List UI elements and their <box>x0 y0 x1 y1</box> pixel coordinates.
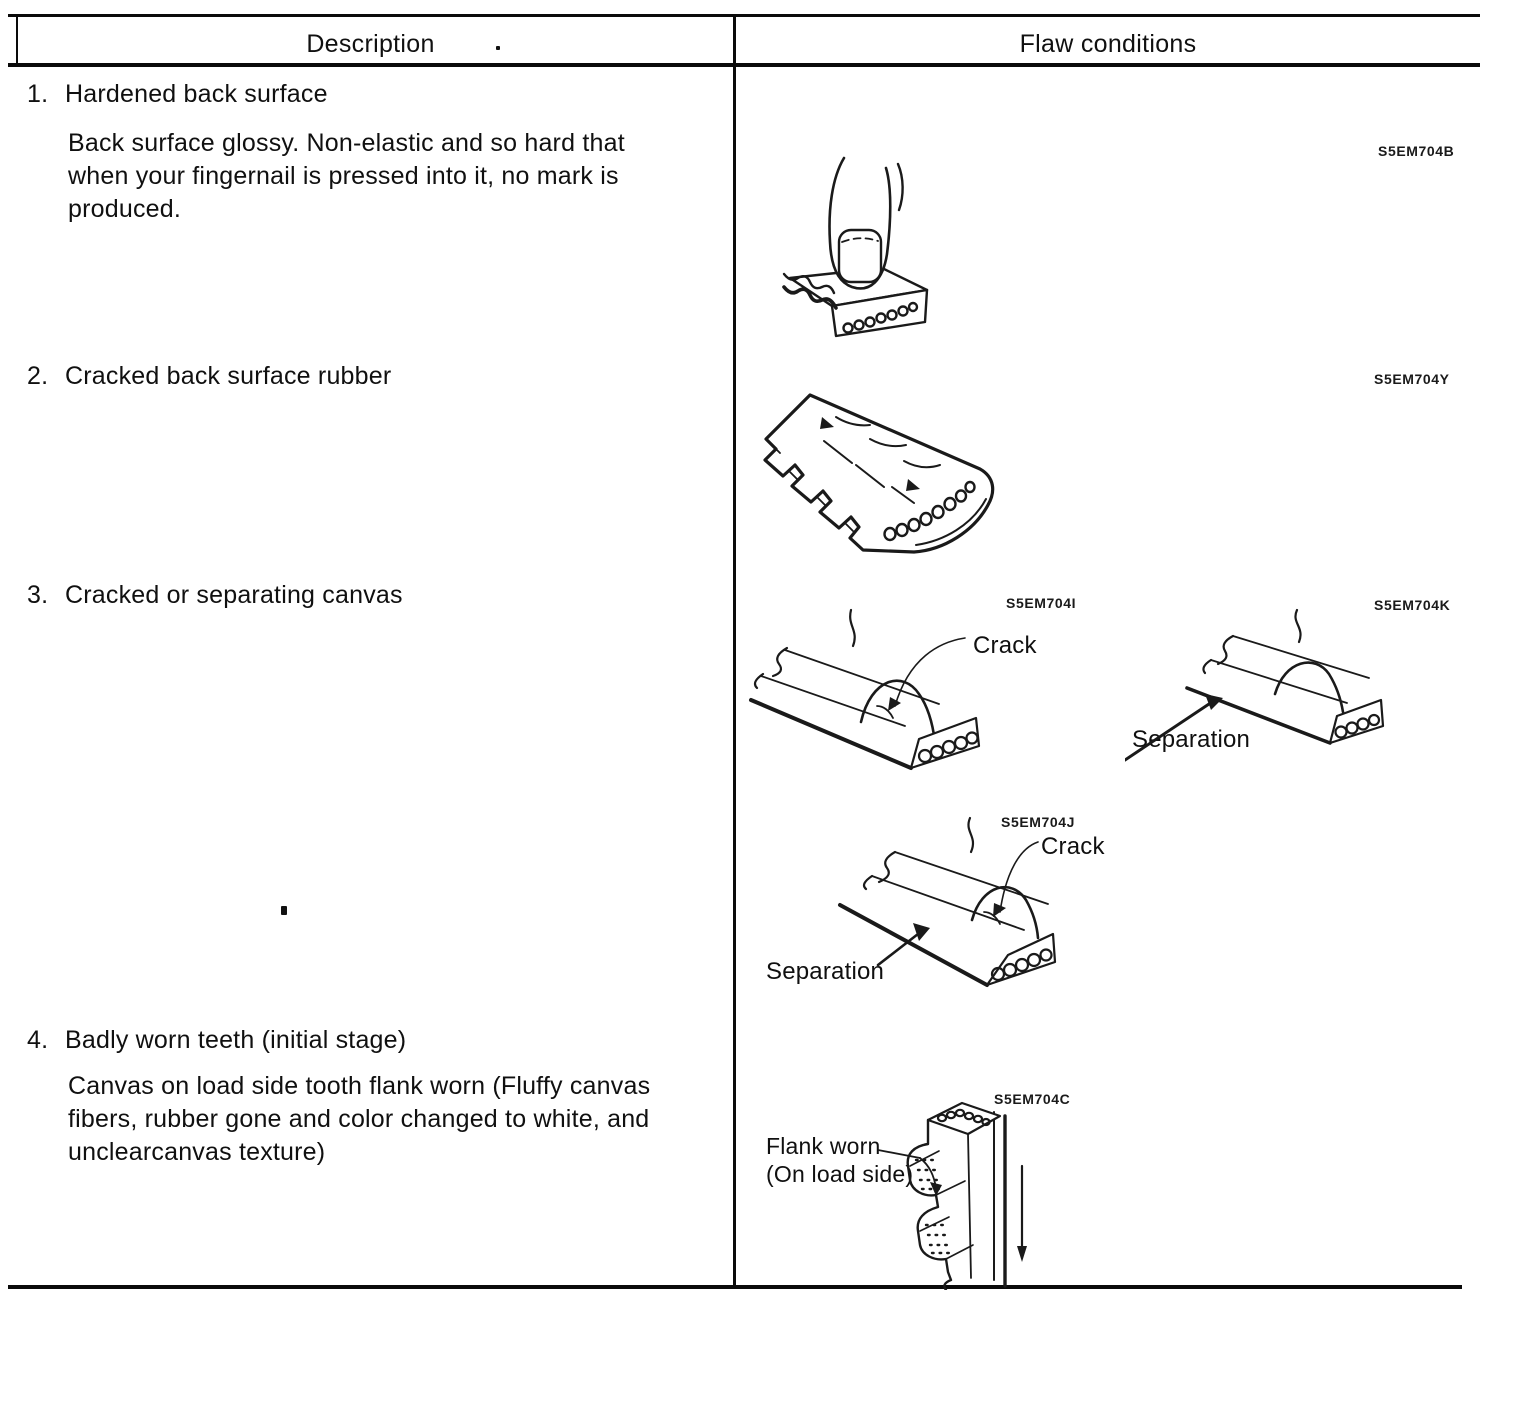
item-1-number: 1. <box>27 80 49 108</box>
column-header-description: Description <box>306 30 435 58</box>
table-header-separator <box>8 63 1480 67</box>
item-4-body-line-2: fibers, rubber gone and color changed to white, and <box>68 1105 650 1133</box>
crack-label-704i: Crack <box>973 632 1037 659</box>
item-3-title: Cracked or separating canvas <box>65 581 403 609</box>
figure-canvas-crack <box>743 608 983 780</box>
item-4-body-line-3: unclearcanvas texture) <box>68 1138 326 1166</box>
item-2-number: 2. <box>27 362 49 390</box>
figure-worn-teeth <box>878 1090 1040 1290</box>
separation-label-704j: Separation <box>766 958 885 985</box>
figure-canvas-crack-separation <box>760 812 1080 994</box>
figure-code-s5em704b: S5EM704B <box>1378 143 1455 159</box>
figure-code-s5em704y: S5EM704Y <box>1374 371 1450 387</box>
separation-label-704k: Separation <box>1132 726 1251 753</box>
item-1-title: Hardened back surface <box>65 80 328 108</box>
table-top-border <box>8 14 1480 17</box>
stray-ink-dot <box>496 46 500 50</box>
figure-fingernail-test <box>782 150 957 342</box>
item-4-number: 4. <box>27 1026 49 1054</box>
item-2-title: Cracked back surface rubber <box>65 362 392 390</box>
figure-cracked-back-rubber <box>758 383 1013 565</box>
flank-worn-label-line2: (On load side) <box>766 1161 914 1187</box>
table-column-divider <box>733 14 736 1287</box>
item-1-body-line-3: produced. <box>68 195 181 223</box>
flank-worn-label-line1: Flank worn <box>766 1133 881 1159</box>
item-3-number: 3. <box>27 581 49 609</box>
item-1-body-line-2: when your fingernail is pressed into it, no mark is <box>68 162 619 190</box>
crack-label-704j: Crack <box>1041 833 1105 860</box>
figure-code-s5em704k: S5EM704K <box>1374 597 1451 613</box>
item-1-body-line-1: Back surface glossy. Non-elastic and so hard that <box>68 129 625 157</box>
item-4-title: Badly worn teeth (initial stage) <box>65 1026 407 1054</box>
figure-canvas-separation <box>1125 608 1390 768</box>
figure-code-s5em704c: S5EM704C <box>994 1091 1071 1107</box>
column-header-flaw-conditions: Flaw conditions <box>1019 30 1197 58</box>
item-4-body-line-1: Canvas on load side tooth flank worn (Fluffy canvas <box>68 1072 651 1100</box>
figure-code-s5em704i: S5EM704I <box>1006 595 1077 611</box>
stray-ink-speck <box>281 906 287 915</box>
figure-code-s5em704j: S5EM704J <box>1001 814 1076 830</box>
